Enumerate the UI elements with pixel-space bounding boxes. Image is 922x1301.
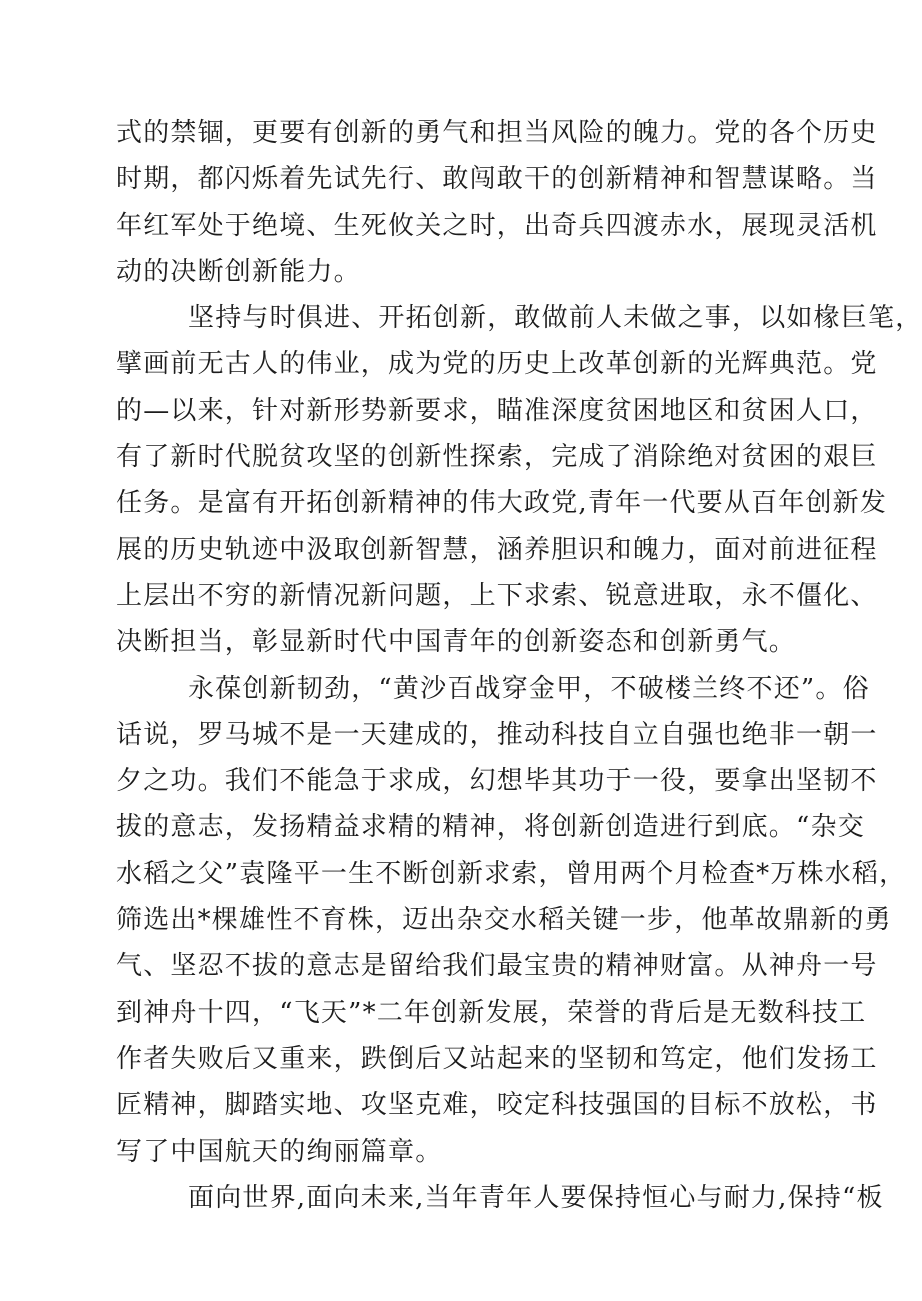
text-line: 水稻之父”袁隆平一生不断创新求索，曾用两个月检查*万株水稻， [116, 858, 907, 889]
text-line: 式的禁锢，更要有创新的勇气和担当风险的魄力。党的各个历史 [116, 118, 878, 148]
text-line: 动的决断创新能力。 [116, 256, 361, 287]
text-line: 坚持与时俱进、开拓创新，敢做前人未做之事，以如椽巨笔， [188, 303, 922, 334]
text-line: 有了新时代脱贫攻坚的创新性探索，完成了消除绝对贫困的艰巨 [116, 442, 878, 473]
paragraph [116, 295, 922, 665]
text-line: 作者失败后又重来，跌倒后又站起来的坚韧和笃定，他们发扬工 [116, 1043, 878, 1074]
paragraph [116, 110, 878, 295]
paragraph [116, 1175, 884, 1221]
text-line: 面向世界,面向未来,当年青年人要保持恒心与耐力,保持“板 [188, 1182, 884, 1213]
paragraph [116, 666, 907, 1175]
text-line: 气、坚忍不拔的意志是留给我们最宝贵的精神财富。从神舟一号 [116, 951, 878, 982]
text-line: 到神舟十四，“飞天”*二年创新发展，荣誉的背后是无数科技工 [116, 997, 867, 1028]
text-line: 时期，都闪烁着先试先行、敢闯敢干的创新精神和智慧谋略。当 [116, 164, 878, 195]
text-line: 上层出不穷的新情况新问题，上下求索、锐意进取，永不僵化、 [116, 580, 878, 611]
text-line: 筛选出*棵雄性不育株，迈出杂交水稻关键一步，他革故鼎新的勇 [116, 905, 892, 936]
text-line: 决断担当，彰显新时代中国青年的创新姿态和创新勇气。 [116, 627, 797, 658]
text-line: 匠精神，脚踏实地、攻坚克难，咬定科技强国的目标不放松，书 [116, 1090, 878, 1121]
text-line: 年红军处于绝境、生死攸关之时，出奇兵四渡赤水，展现灵活机 [116, 210, 878, 241]
text-line: 永葆创新韧劲，“黄沙百战穿金甲，不破楼兰终不还”。俗 [188, 673, 870, 704]
text-line: 擘画前无古人的伟业，成为党的历史上改革创新的光辉典范。党 [116, 349, 878, 380]
text-line: 的—以来，针对新形势新要求，瞄准深度贫困地区和贫困人口， [116, 395, 878, 426]
text-line: 写了中国航天的绚丽篇章。 [116, 1136, 443, 1167]
body-text [116, 110, 922, 1221]
text-line: 任务。是富有开拓创新精神的伟大政党,青年一代要从百年创新发 [116, 488, 888, 519]
text-line: 话说，罗马城不是一天建成的，推动科技自立自强也绝非一朝一 [116, 719, 878, 750]
text-line: 展的历史轨迹中汲取创新智慧，涵养胆识和魄力，面对前进征程 [116, 534, 878, 565]
text-line: 夕之功。我们不能急于求成，幻想毕其功于一役，要拿出坚韧不 [116, 766, 878, 797]
text-line: 拔的意志，发扬精益求精的精神，将创新创造进行到底。“杂交 [116, 812, 865, 843]
